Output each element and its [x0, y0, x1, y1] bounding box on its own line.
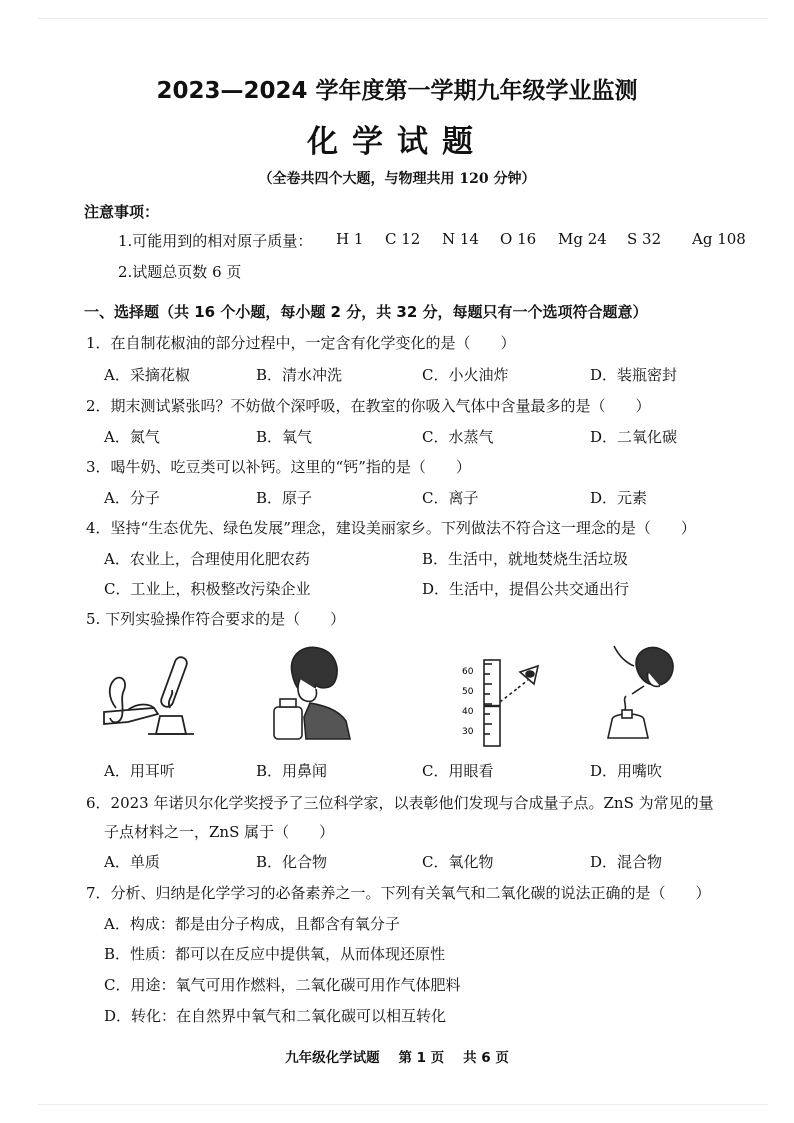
- q2-option-d: D．二氧化碳: [590, 428, 678, 446]
- notice-heading: 注意事项：: [84, 203, 160, 221]
- atomic-mass-h: H 1: [336, 230, 364, 248]
- q4-option-a: A．农业上，合理使用化肥农药: [104, 550, 310, 568]
- atomic-mass-mg: Mg 24: [558, 230, 607, 248]
- q6-option-a: A．单质: [104, 853, 160, 871]
- figure-d-mouth-blow: [604, 642, 684, 746]
- question-2-stem: 2．期末测试紧张吗？不妨做个深呼吸，在教室的你吸入气体中含量最多的是（ ）: [86, 397, 651, 415]
- q7-option-d: D．转化：在自然界中氧气和二氧化碳可以相互转化: [104, 1007, 447, 1025]
- subject-title: 化学试题: [307, 124, 487, 160]
- q4-option-b: B．生活中，就地焚烧生活垃圾: [422, 550, 629, 568]
- footer-page-number: 第 1 页: [398, 1050, 445, 1066]
- page-footer: [0, 1046, 794, 1066]
- q1-option-d: D．装瓶密封: [590, 366, 678, 384]
- q6-option-d: D．混合物: [590, 853, 663, 871]
- scan-edge-top: [38, 18, 768, 19]
- q7-option-c: C．用途：氧气可用作燃料，二氧化碳可用作气体肥料: [104, 976, 461, 994]
- q4-option-c: C．工业上，积极整改污染企业: [104, 580, 311, 598]
- q1-option-b: B．清水冲洗: [256, 366, 343, 384]
- scale-tick-40: 40: [462, 707, 474, 717]
- question-4-stem: 4．坚持“生态优先、绿色发展”理念，建设美丽家乡。下列做法不符合这一理念的是（ ）: [86, 519, 696, 537]
- question-6-stem-line-1: 6．2023 年诺贝尔化学奖授予了三位科学家，以表彰他们发现与合成量子点。ZnS 为常见的量: [86, 794, 714, 812]
- q1-option-c: C．小火油炸: [422, 366, 509, 384]
- figure-c-eye-reading: [448, 650, 558, 750]
- footer-total-pages: 共 6 页: [463, 1050, 509, 1066]
- q2-option-b: B．氧气: [256, 428, 313, 446]
- question-5-stem: 5. 下列实验操作符合要求的是（ ）: [86, 610, 346, 628]
- q5-option-b: B．用鼻闻: [256, 762, 328, 780]
- q6-option-c: C．氧化物: [422, 853, 494, 871]
- q2-option-c: C．水蒸气: [422, 428, 494, 446]
- question-7-stem: 7．分析、归纳是化学学习的必备素养之一。下列有关氧气和二氧化碳的说法正确的是（ ）: [86, 884, 711, 902]
- scan-edge-bottom: [38, 1104, 768, 1105]
- q7-option-b: B．性质：都可以在反应中提供氧，从而体现还原性: [104, 945, 446, 963]
- q6-option-b: B．化合物: [256, 853, 328, 871]
- q1-option-a: A．采摘花椒: [104, 366, 190, 384]
- atomic-mass-n: N 14: [442, 230, 479, 248]
- atomic-mass-o: O 16: [500, 230, 537, 248]
- notice-item-1: 1.可能用到的相对原子质量：: [118, 232, 313, 250]
- scale-tick-60: 60: [462, 667, 474, 677]
- section-1-heading: 一、选择题（共 16 个小题，每小题 2 分，共 32 分，每题只有一个选项符合题意）: [84, 303, 648, 321]
- q4-option-d: D．生活中，提倡公共交通出行: [422, 580, 630, 598]
- q3-option-a: A．分子: [104, 489, 160, 507]
- q3-option-c: C．离子: [422, 489, 479, 507]
- q5-option-d: D．用嘴吹: [590, 762, 663, 780]
- figure-b-nose-smell: [270, 643, 356, 743]
- q2-option-a: A．氮气: [104, 428, 160, 446]
- footer-title: 九年级化学试题: [285, 1050, 380, 1066]
- exam-subnote: （全卷共四个大题，与物理共用 120 分钟）: [258, 171, 536, 187]
- question-6-stem-line-2: 子点材料之一，ZnS 属于（ ）: [104, 823, 335, 841]
- atomic-mass-s: S 32: [627, 230, 662, 248]
- notice-item-2: 2.试题总页数 6 页: [118, 263, 242, 281]
- exam-title: 2023—2024 学年度第一学期九年级学业监测: [156, 78, 638, 104]
- question-1-stem: 1．在自制花椒油的部分过程中，一定含有化学变化的是（ ）: [86, 334, 516, 352]
- scale-tick-30: 30: [462, 727, 474, 737]
- q3-option-d: D．元素: [590, 489, 648, 507]
- scale-tick-50: 50: [462, 687, 474, 697]
- q3-option-b: B．原子: [256, 489, 313, 507]
- atomic-mass-c: C 12: [385, 230, 421, 248]
- atomic-mass-ag: Ag 108: [692, 230, 746, 248]
- figure-a-ear-listen: [98, 650, 198, 748]
- question-3-stem: 3．喝牛奶、吃豆类可以补钙。这里的“钙”指的是（ ）: [86, 458, 471, 476]
- q7-option-a: A．构成：都是由分子构成，且都含有氧分子: [104, 915, 400, 933]
- q5-option-a: A．用耳听: [104, 762, 175, 780]
- q5-option-c: C．用眼看: [422, 762, 494, 780]
